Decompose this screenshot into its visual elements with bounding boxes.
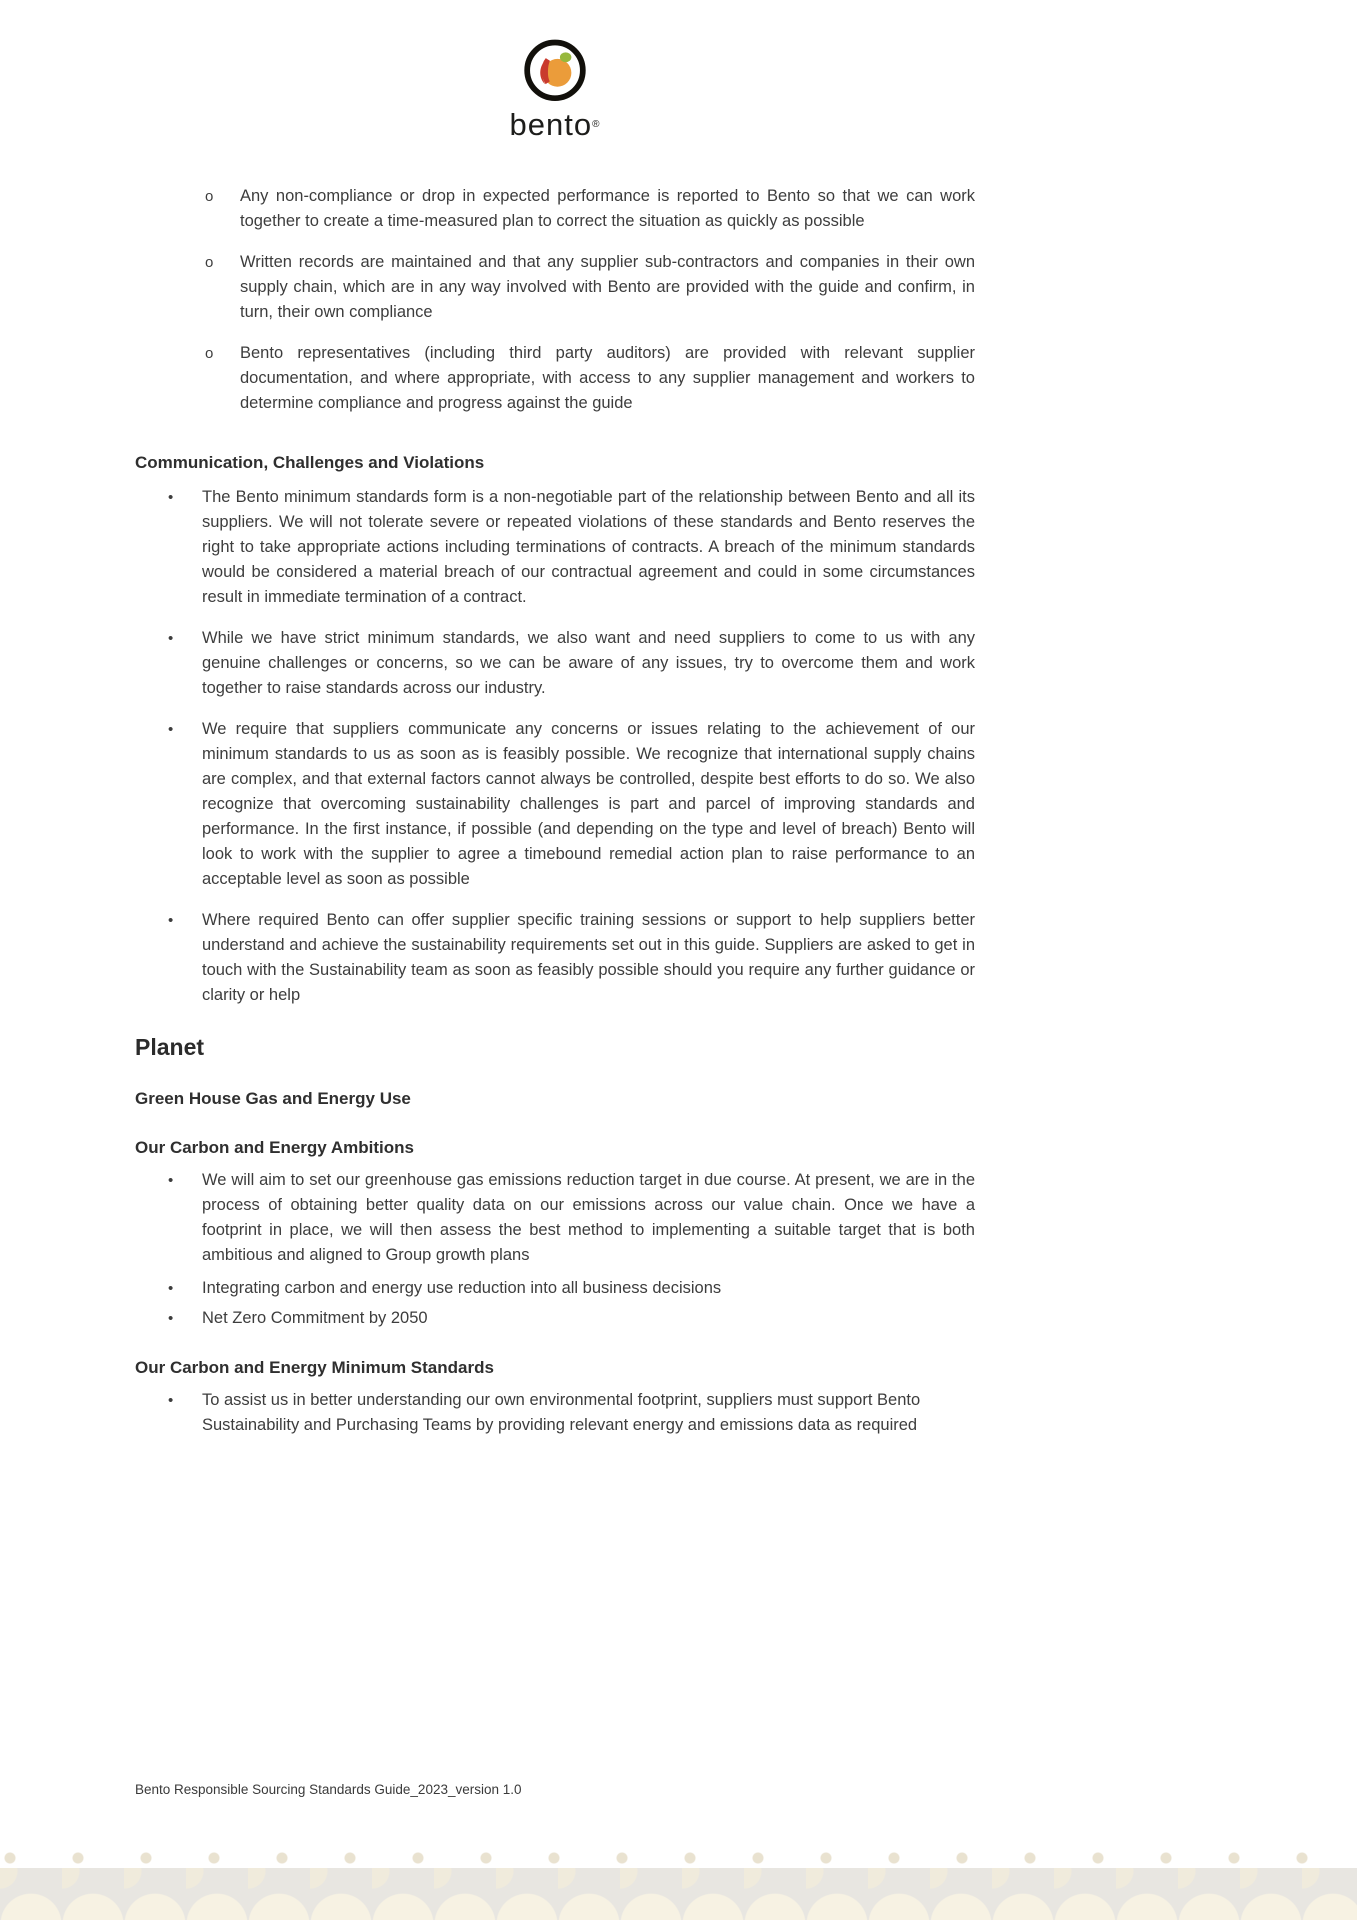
list-item-text: Any non-compliance or drop in expected performance is reported to Bento so that we can work together to create a time-measured plan to correct the situation as quickly as possible (240, 187, 975, 230)
list-item-text: Net Zero Commitment by 2050 (202, 1309, 428, 1327)
circle-bullet-icon: o (205, 188, 214, 205)
communication-bullet-list (135, 485, 975, 1008)
section-heading-ghg: Green House Gas and Energy Use (135, 1089, 411, 1108)
list-item-text: Written records are maintained and that any supplier sub-contractors and companies in their own supply chain, which are in any way involved with Bento are provided with the guide and confirm, in turn, their own compliance (240, 253, 975, 321)
circle-bullet-icon: o (205, 254, 214, 271)
minimum-standards-bullet-list (135, 1388, 975, 1438)
list-item-text: The Bento minimum standards form is a non-negotiable part of the relationship between Bento and all its suppliers. We will not tolerate severe or repeated violations of these standards and Bento reserves the right to take appropriate actions including terminations of contracts. A breach of the minimum standards would be considered a material breach of our contractual agreement and could in some circumstances result in immediate termination of a contract. (202, 488, 975, 606)
list-item-text: We require that suppliers communicate any concerns or issues relating to the achievement of our minimum standards to us as soon as is feasibly possible. We recognize that international supply chains are complex, and that external factors cannot always be controlled, despite best efforts to do so. We also recognize that overcoming sustainability challenges is part and parcel of improving standards and performance. In the first instance, if possible (and depending on the type and level of breach) Bento will look to work with the supplier to agree a timebound remedial action plan to raise performance to an acceptable level as soon as possible (202, 720, 975, 888)
list-item-text: To assist us in better understanding our own environmental footprint, suppliers must support Bento Sustainability and Purchasing Teams by providing relevant energy and emissions data as required (202, 1391, 921, 1434)
list-item (135, 1388, 975, 1438)
list-item (135, 485, 975, 610)
disc-bullet-icon: • (168, 912, 174, 929)
brand-text: bento (509, 107, 593, 142)
section-heading-ambitions: Our Carbon and Energy Ambitions (135, 1138, 414, 1157)
list-item (135, 341, 975, 416)
brand-wordmark (455, 107, 655, 142)
disc-bullet-icon: • (168, 489, 174, 506)
document-content (135, 0, 975, 1454)
ambitions-bullet-list (135, 1168, 975, 1331)
circle-bullet-icon: o (205, 345, 214, 362)
section-heading-communication: Communication, Challenges and Violations (135, 453, 485, 472)
disc-bullet-icon: • (168, 1172, 174, 1189)
list-item (135, 1168, 975, 1268)
list-item (135, 1276, 975, 1301)
list-item-text: Where required Bento can offer supplier specific training sessions or support to help suppliers better understand and achieve the sustainability requirements set out in this guide. Suppliers are asked to get in touch with the Sustainability team as soon as feasibly possible should you require any further guidance or clarity or help (202, 911, 975, 1004)
sub-bullet-list (135, 184, 975, 416)
bento-logo-icon (514, 36, 596, 108)
list-item-text: While we have strict minimum standards, we also want and need suppliers to come to us with any genuine challenges or concerns, so we can be aware of any issues, try to overcome them and work together to raise standards across our industry. (202, 629, 975, 697)
disc-bullet-icon: • (168, 1280, 174, 1297)
disc-bullet-icon: • (168, 1392, 174, 1409)
section-heading-minimum-standards: Our Carbon and Energy Minimum Standards (135, 1358, 494, 1377)
decorative-scallop-band (0, 1868, 1357, 1920)
decorative-dots-row (0, 1846, 1357, 1866)
list-item (135, 626, 975, 701)
registered-mark: ® (592, 119, 601, 130)
decorative-bottom-border (0, 1846, 1357, 1920)
list-item (135, 184, 975, 234)
list-item (135, 250, 975, 325)
section-heading-planet: Planet (135, 1034, 205, 1060)
disc-bullet-icon: • (168, 1310, 174, 1327)
list-item-text: Integrating carbon and energy use reduction into all business decisions (202, 1279, 722, 1297)
list-item-text: We will aim to set our greenhouse gas emissions reduction target in due course. At present, we are in the process of obtaining better quality data on our emissions across our value chain. Once we have a footprint in place, we will then assess the best method to implementing a suitable target that is both ambitious and aligned to Group growth plans (202, 1171, 975, 1264)
disc-bullet-icon: • (168, 721, 174, 738)
bento-logo (455, 36, 655, 140)
list-item-text: Bento representatives (including third party auditors) are provided with relevant supplier documentation, and where appropriate, with access to any supplier management and workers to determine compliance and progress against the guide (240, 344, 975, 412)
page-footer-text: Bento Responsible Sourcing Standards Guide_2023_version 1.0 (135, 1782, 522, 1797)
disc-bullet-icon: • (168, 630, 174, 647)
list-item (135, 717, 975, 892)
list-item (135, 908, 975, 1008)
list-item (135, 1306, 975, 1331)
